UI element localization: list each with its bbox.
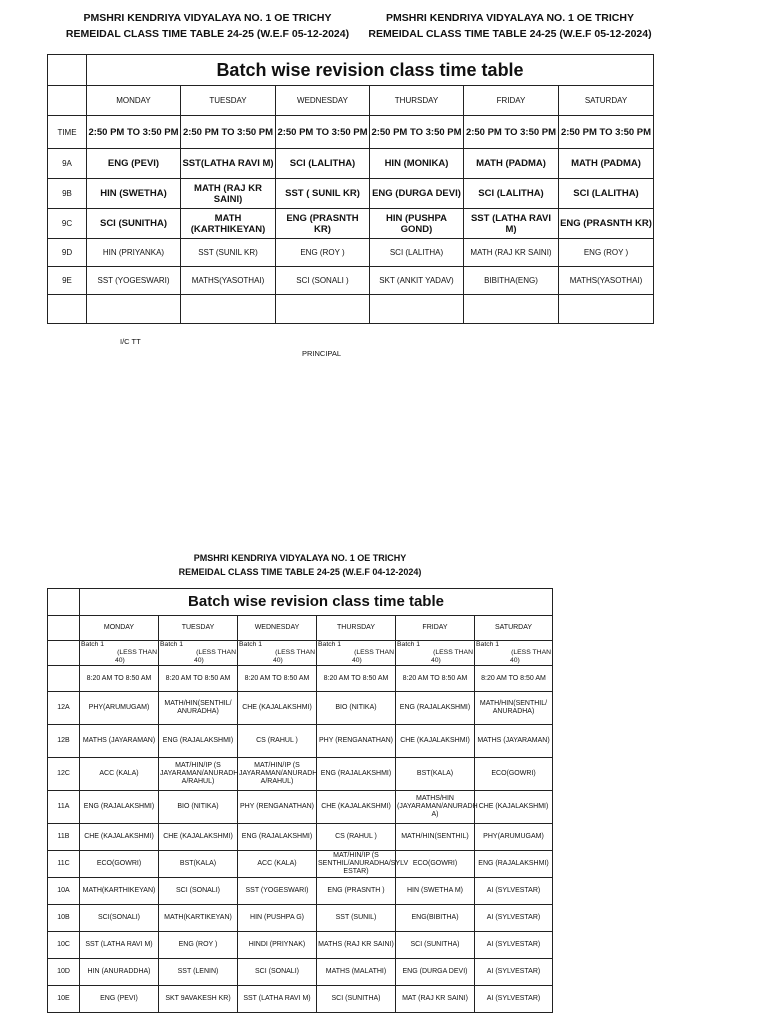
- senior-classes-timetable: [47, 588, 553, 1013]
- subject-cell: BST(KALA): [396, 758, 475, 791]
- subject-cell: BIBITHA(ENG): [464, 267, 559, 295]
- subject-cell: ENG (ROY ): [276, 239, 370, 267]
- class-label: 11C: [48, 851, 80, 878]
- subject-cell: ECO(GOWRI): [396, 851, 475, 878]
- subject-cell: BST(KALA): [159, 851, 238, 878]
- time-slot: 8:20 AM TO 8:50 AM: [238, 666, 317, 692]
- table-row: [48, 149, 654, 179]
- subject-cell: ENG (ROY ): [159, 932, 238, 959]
- day-header: SATURDAY: [475, 616, 553, 641]
- subject-cell: MATHS (MALATHI): [317, 959, 396, 986]
- day-header: FRIDAY: [396, 616, 475, 641]
- time-label: TIME: [48, 116, 87, 149]
- subject-cell: ENG (RAJALAKSHMI): [396, 692, 475, 725]
- principal-signature: PRINCIPAL: [302, 349, 342, 358]
- batch-size-note-tail: 40): [510, 657, 520, 664]
- batch-cell: [159, 641, 238, 666]
- subject-cell: MATH (PADMA): [464, 149, 559, 179]
- batch-size-note: (LESS THAN: [433, 649, 473, 656]
- time-slot: 2:50 PM TO 3:50 PM: [276, 116, 370, 149]
- subject-cell: ENG (DURGA DEVI): [370, 179, 464, 209]
- subject-cell: MATHS(YASOTHAI): [559, 267, 654, 295]
- corner-cell: [48, 86, 87, 116]
- batch-cell: [80, 641, 159, 666]
- subject-cell: AI (SYLVESTAR): [475, 932, 553, 959]
- subject-cell: MATH(KARTIKEYAN): [159, 905, 238, 932]
- subject-cell: ENG(BIBITHA): [396, 905, 475, 932]
- day-header: WEDNESDAY: [238, 616, 317, 641]
- table-row: [48, 824, 553, 851]
- subject-cell: ENG (ROY ): [559, 239, 654, 267]
- empty-cell: [87, 295, 181, 324]
- subject-cell: SST (YOGESWARI): [87, 267, 181, 295]
- table-row: [48, 791, 553, 824]
- subject-cell: BIO (NITIKA): [317, 692, 396, 725]
- time-slot: 8:20 AM TO 8:50 AM: [396, 666, 475, 692]
- subject-cell: MATHS/HIN (JAYARAMAN/ANURADH A): [396, 791, 475, 824]
- header-top-right: [360, 10, 660, 42]
- timetable-subtitle: REMEIDAL CLASS TIME TABLE 24-25 (W.E.F 05-12-2024): [65, 28, 350, 40]
- subject-cell: MATH (KARTHIKEYAN): [181, 209, 276, 239]
- subject-cell: AI (SYLVESTAR): [475, 986, 553, 1013]
- time-slot: 2:50 PM TO 3:50 PM: [559, 116, 654, 149]
- subject-cell: HIN (SWETHA M): [396, 878, 475, 905]
- ic-tt-signature: I/C TT: [120, 337, 141, 346]
- class-label: 11B: [48, 824, 80, 851]
- class-label: 10D: [48, 959, 80, 986]
- subject-cell: SCI (SONALI ): [276, 267, 370, 295]
- subject-cell: SCI (LALITHA): [370, 239, 464, 267]
- subject-cell: BIO (NITIKA): [159, 791, 238, 824]
- table-row: [48, 878, 553, 905]
- day-header: THURSDAY: [317, 616, 396, 641]
- subject-cell: MATH(KARTHIKEYAN): [80, 878, 159, 905]
- timetable-subtitle: REMEIDAL CLASS TIME TABLE 24-25 (W.E.F 05-12-2024): [368, 28, 652, 40]
- subject-cell: SST (LATHA RAVI M): [80, 932, 159, 959]
- table-row: [48, 725, 553, 758]
- time-slot: 8:20 AM TO 8:50 AM: [80, 666, 159, 692]
- subject-cell: PHY (RENGANATHAN): [317, 725, 396, 758]
- table-row: [48, 932, 553, 959]
- day-header: MONDAY: [87, 86, 181, 116]
- subject-cell: SCI (SONALI): [238, 959, 317, 986]
- batch-size-note-tail: 40): [431, 657, 441, 664]
- subject-cell: SCI (SUNITHA): [87, 209, 181, 239]
- empty-cell: [559, 295, 654, 324]
- school-name: PMSHRI KENDRIYA VIDYALAYA NO. 1 OE TRICHY: [193, 553, 407, 563]
- school-name: PMSHRI KENDRIYA VIDYALAYA NO. 1 OE TRICHY: [386, 12, 634, 24]
- subject-cell: SST ( SUNIL KR): [276, 179, 370, 209]
- table-row: [48, 986, 553, 1013]
- class-label: 9C: [48, 209, 87, 239]
- day-header: WEDNESDAY: [276, 86, 370, 116]
- subject-cell: SST (LATHA RAVI M): [238, 986, 317, 1013]
- table-row: [48, 209, 654, 239]
- subject-cell: AI (SYLVESTAR): [475, 959, 553, 986]
- header-top-left: [55, 10, 360, 42]
- subject-cell: SST (SUNIL): [317, 905, 396, 932]
- empty-cell: [370, 295, 464, 324]
- subject-cell: ENG (RAJALAKSHMI): [238, 824, 317, 851]
- subject-cell: SCI (LALITHA): [464, 179, 559, 209]
- subject-cell: MATH/HIN(SENTHIL): [396, 824, 475, 851]
- subject-cell: MAT/HIN/IP (S JAYARAMAN/ANURADH A/RAHUL): [159, 758, 238, 791]
- class-label: 10A: [48, 878, 80, 905]
- batch-size-note: (LESS THAN: [275, 649, 315, 656]
- subject-cell: SCI (LALITHA): [276, 149, 370, 179]
- subject-cell: SST (LENIN): [159, 959, 238, 986]
- time-slot: 2:50 PM TO 3:50 PM: [464, 116, 559, 149]
- subject-cell: HIN (ANURADDHA): [80, 959, 159, 986]
- subject-cell: CHE (KAJALAKSHMI): [317, 791, 396, 824]
- subject-cell: ENG (PRASNTH KR): [559, 209, 654, 239]
- class-label: 11A: [48, 791, 80, 824]
- table-row: [48, 758, 553, 791]
- batch-size-note-tail: 40): [273, 657, 283, 664]
- subject-cell: ENG (PEVI): [87, 149, 181, 179]
- subject-cell: MAT/HIN/IP (S SENTHIL/ANURADHA/SYLV ESTAR): [317, 851, 396, 878]
- batch-label: Batch 1: [476, 641, 500, 648]
- class-label: 12A: [48, 692, 80, 725]
- time-slot: 2:50 PM TO 3:50 PM: [181, 116, 276, 149]
- batch-size-note: (LESS THAN: [354, 649, 394, 656]
- time-slot: 8:20 AM TO 8:50 AM: [159, 666, 238, 692]
- batch-size-note: (LESS THAN: [196, 649, 236, 656]
- class-label: 10C: [48, 932, 80, 959]
- subject-cell: CHE (KAJALAKSHMI): [159, 824, 238, 851]
- subject-cell: CHE (KAJALAKSHMI): [238, 692, 317, 725]
- day-header: MONDAY: [80, 616, 159, 641]
- subject-cell: ENG (DURGA DEVI): [396, 959, 475, 986]
- batch-label: Batch 1: [239, 641, 263, 648]
- time-slot: 2:50 PM TO 3:50 PM: [370, 116, 464, 149]
- subject-cell: SKT (ANKIT YADAV): [370, 267, 464, 295]
- subject-cell: SCI(SONALI): [80, 905, 159, 932]
- batch-size-note-tail: 40): [115, 657, 125, 664]
- subject-cell: MAT (RAJ KR SAINI): [396, 986, 475, 1013]
- subject-cell: CHE (KAJALAKSHMI): [475, 791, 553, 824]
- batch-label: Batch 1: [160, 641, 184, 648]
- time-slot: 2:50 PM TO 3:50 PM: [87, 116, 181, 149]
- school-name: PMSHRI KENDRIYA VIDYALAYA NO. 1 OE TRICHY: [83, 12, 332, 24]
- subject-cell: ECO(GOWRI): [475, 758, 553, 791]
- time-slot: 8:20 AM TO 8:50 AM: [317, 666, 396, 692]
- subject-cell: HIN (PUSHPA GOND): [370, 209, 464, 239]
- subject-cell: PHY (RENGANATHAN): [238, 791, 317, 824]
- subject-cell: SST (LATHA RAVI M): [464, 209, 559, 239]
- day-header: TUESDAY: [159, 616, 238, 641]
- class-label: 10B: [48, 905, 80, 932]
- class-label: 9D: [48, 239, 87, 267]
- batch-cell: [475, 641, 553, 666]
- subject-cell: MATHS(YASOTHAI): [181, 267, 276, 295]
- subject-cell: HIN (PUSHPA G): [238, 905, 317, 932]
- class-label: 9E: [48, 267, 87, 295]
- subject-cell: MAT/HIN/IP (S JAYARAMAN/ANURADH A/RAHUL): [238, 758, 317, 791]
- day-header: SATURDAY: [559, 86, 654, 116]
- subject-cell: MATH/HIN(SENTHIL/ ANURADHA): [159, 692, 238, 725]
- class-label: 9B: [48, 179, 87, 209]
- subject-cell: MATH (RAJ KR SAINI): [464, 239, 559, 267]
- class-label: 12B: [48, 725, 80, 758]
- table-row: [48, 851, 553, 878]
- batch-size-note: (LESS THAN: [117, 649, 157, 656]
- subject-cell: SCI (LALITHA): [559, 179, 654, 209]
- subject-cell: ACC (KALA): [80, 758, 159, 791]
- timetable-subtitle: REMEIDAL CLASS TIME TABLE 24-25 (W.E.F 04-12-2024): [178, 567, 422, 577]
- subject-cell: ENG (PRASNTH ): [317, 878, 396, 905]
- table-row: [48, 267, 654, 295]
- subject-cell: SCI (SONALI): [159, 878, 238, 905]
- subject-cell: MATH/HIN(SENTHIL/ ANURADHA): [475, 692, 553, 725]
- subject-cell: MATH (PADMA): [559, 149, 654, 179]
- subject-cell: ACC (KALA): [238, 851, 317, 878]
- subject-cell: ENG (RAJALAKSHMI): [159, 725, 238, 758]
- subject-cell: ENG (PEVI): [80, 986, 159, 1013]
- subject-cell: HINDI (PRIYNAK): [238, 932, 317, 959]
- empty-cell: [181, 295, 276, 324]
- subject-cell: ENG (RAJALAKSHMI): [317, 758, 396, 791]
- empty-cell: [464, 295, 559, 324]
- subject-cell: SCI (SUNITHA): [396, 932, 475, 959]
- corner-cell: [48, 666, 80, 692]
- subject-cell: SST(LATHA RAVI M): [181, 149, 276, 179]
- class-label: 10E: [48, 986, 80, 1013]
- batch-label: Batch 1: [318, 641, 342, 648]
- subject-cell: CS (RAHUL ): [238, 725, 317, 758]
- table-title: Batch wise revision class time table: [87, 55, 654, 86]
- subject-cell: CHE (KAJALAKSHMI): [80, 824, 159, 851]
- subject-cell: HIN (SWETHA): [87, 179, 181, 209]
- batch-size-note-tail: 40): [194, 657, 204, 664]
- batch-size-note-tail: 40): [352, 657, 362, 664]
- subject-cell: AI (SYLVESTAR): [475, 905, 553, 932]
- subject-cell: MATH (RAJ KR SAINI): [181, 179, 276, 209]
- corner-cell: [48, 616, 80, 641]
- table-row: [48, 692, 553, 725]
- batch-label: Batch 1: [397, 641, 421, 648]
- class-label: 9A: [48, 149, 87, 179]
- empty-cell: [48, 295, 87, 324]
- subject-cell: MATHS (JAYARAMAN): [475, 725, 553, 758]
- subject-cell: HIN (MONIKA): [370, 149, 464, 179]
- batch-cell: [396, 641, 475, 666]
- subject-cell: CHE (KAJALAKSHMI): [396, 725, 475, 758]
- subject-cell: SST (YOGESWARI): [238, 878, 317, 905]
- subject-cell: SKT 9AVAKESH KR): [159, 986, 238, 1013]
- subject-cell: AI (SYLVESTAR): [475, 878, 553, 905]
- subject-cell: HIN (PRIYANKA): [87, 239, 181, 267]
- subject-cell: ENG (RAJALAKSHMI): [475, 851, 553, 878]
- subject-cell: PHY(ARUMUGAM): [475, 824, 553, 851]
- subject-cell: ECO(GOWRI): [80, 851, 159, 878]
- subject-cell: SST (SUNIL KR): [181, 239, 276, 267]
- class-9-timetable: [47, 54, 654, 324]
- header-bottom: [150, 551, 450, 579]
- corner-cell: [48, 55, 87, 86]
- subject-cell: PHY(ARUMUGAM): [80, 692, 159, 725]
- table-row: [48, 239, 654, 267]
- subject-cell: ENG (PRASNTH KR): [276, 209, 370, 239]
- day-header: TUESDAY: [181, 86, 276, 116]
- subject-cell: MATHS (RAJ KR SAINI): [317, 932, 396, 959]
- subject-cell: MATHS (JAYARAMAN): [80, 725, 159, 758]
- subject-cell: SCI (SUNITHA): [317, 986, 396, 1013]
- subject-cell: ENG (RAJALAKSHMI): [80, 791, 159, 824]
- batch-cell: [238, 641, 317, 666]
- day-header: THURSDAY: [370, 86, 464, 116]
- time-slot: 8:20 AM TO 8:50 AM: [475, 666, 553, 692]
- corner-cell: [48, 589, 80, 616]
- day-header: FRIDAY: [464, 86, 559, 116]
- batch-cell: [317, 641, 396, 666]
- empty-cell: [276, 295, 370, 324]
- corner-cell: [48, 641, 80, 666]
- table-row: [48, 179, 654, 209]
- batch-label: Batch 1: [81, 641, 105, 648]
- table-row: [48, 905, 553, 932]
- table-row: [48, 959, 553, 986]
- batch-size-note: (LESS THAN: [511, 649, 552, 656]
- subject-cell: CS (RAHUL ): [317, 824, 396, 851]
- table-title: Batch wise revision class time table: [80, 589, 553, 616]
- class-label: 12C: [48, 758, 80, 791]
